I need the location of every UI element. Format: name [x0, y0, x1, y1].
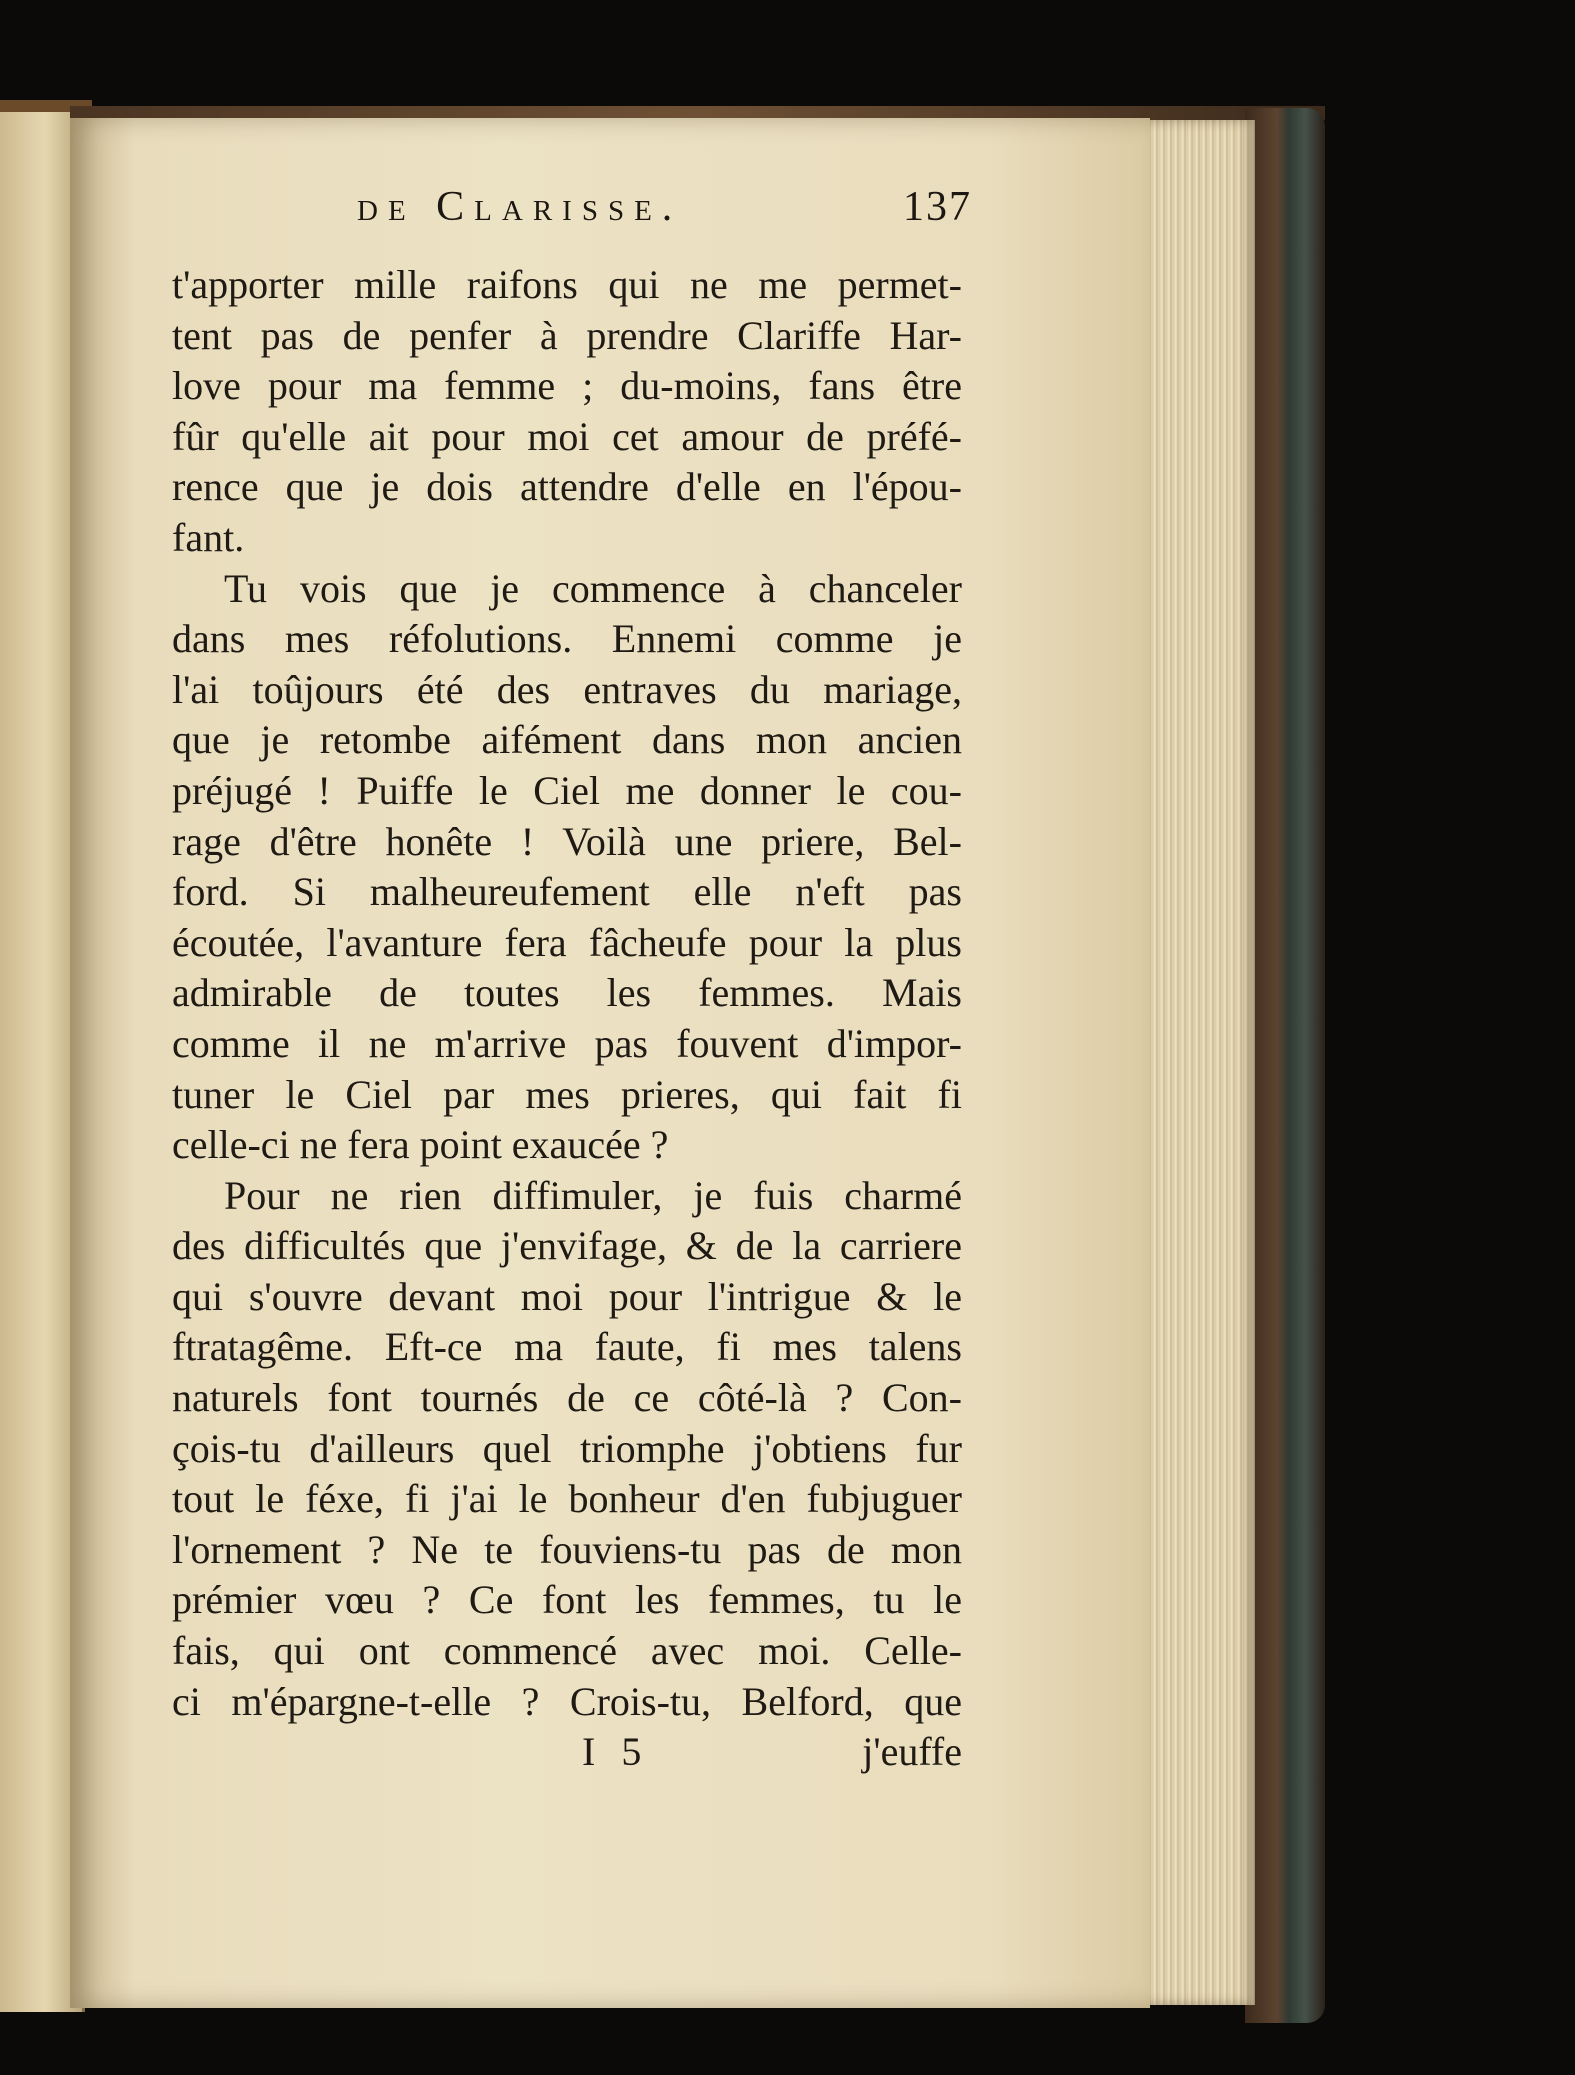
- text-line: prémier vœu ? Ce font les femmes, tu le: [172, 1577, 962, 1623]
- catchword: j'euffe: [862, 1729, 962, 1774]
- page-footer: [172, 1728, 962, 1778]
- text-line: fais, qui ont commencé avec moi. Celle-: [172, 1628, 962, 1674]
- text-line: naturels font tournés de ce côté-là ? Con-: [172, 1375, 962, 1421]
- running-head-title: de Clarisse.: [357, 184, 683, 230]
- text-line: dans mes réfolutions. Ennemi comme je: [172, 616, 962, 662]
- page-fore-edge: [1145, 120, 1255, 2005]
- text-line: des difficultés que j'envifage, & de la carriere: [172, 1223, 962, 1269]
- page-text: [172, 260, 962, 1727]
- text-line: çois-tu d'ailleurs quel triomphe j'obtiens fur: [172, 1425, 962, 1471]
- text-line: tout le féxe, fi j'ai le bonheur d'en fubjuguer: [172, 1476, 962, 1522]
- text-line: qui s'ouvre devant moi pour l'intrigue & le: [172, 1273, 962, 1319]
- text-line: écoutée, l'avanture fera fâcheufe pour la plus: [172, 919, 962, 965]
- text-line: t'apporter mille raifons qui ne me permet-: [172, 262, 962, 307]
- book-cover: [1245, 108, 1325, 2023]
- text-line: love pour ma femme ; du-moins, fans être: [172, 363, 962, 409]
- text-line: préjugé ! Puiffe le Ciel me donner le cou-: [172, 767, 962, 813]
- text-line: ford. Si malheureufement elle n'eft pas: [172, 869, 962, 915]
- text-line: ci m'épargne-t-elle ? Crois-tu, Belford, que: [172, 1678, 962, 1724]
- text-line: fant.: [172, 514, 245, 560]
- text-line: comme il ne m'arrive pas fouvent d'impor-: [172, 1020, 962, 1066]
- text-line: rage d'être honête ! Voilà une priere, Bel-: [172, 818, 962, 864]
- text-line: admirable de toutes les femmes. Mais: [172, 970, 962, 1016]
- text-line: Pour ne rien diffimuler, je fuis charmé: [224, 1172, 962, 1218]
- text-line: tent pas de penfer à prendre Clariffe Har-: [172, 312, 962, 358]
- text-line: tuner le Ciel par mes prieres, qui fait fi: [172, 1071, 962, 1117]
- running-head: [172, 183, 972, 243]
- text-line: l'ornement ? Ne te fouviens-tu pas de mon: [172, 1526, 962, 1572]
- text-line: que je retombe aifément dans mon ancien: [172, 717, 962, 763]
- text-line: fûr qu'elle ait pour moi cet amour de préfé-: [172, 413, 962, 459]
- text-line: l'ai toûjours été des entraves du mariage,: [172, 666, 962, 712]
- text-line: celle-ci ne fera point exaucée ?: [172, 1122, 669, 1168]
- text-line: ftratagême. Eft-ce ma faute, fi mes talens: [172, 1324, 962, 1370]
- text-line: Tu vois que je commence à chanceler: [224, 565, 962, 611]
- signature-mark: I 5: [582, 1729, 650, 1774]
- page-number: 137: [903, 184, 972, 230]
- text-line: rence que je dois attendre d'elle en l'épou-: [172, 464, 962, 510]
